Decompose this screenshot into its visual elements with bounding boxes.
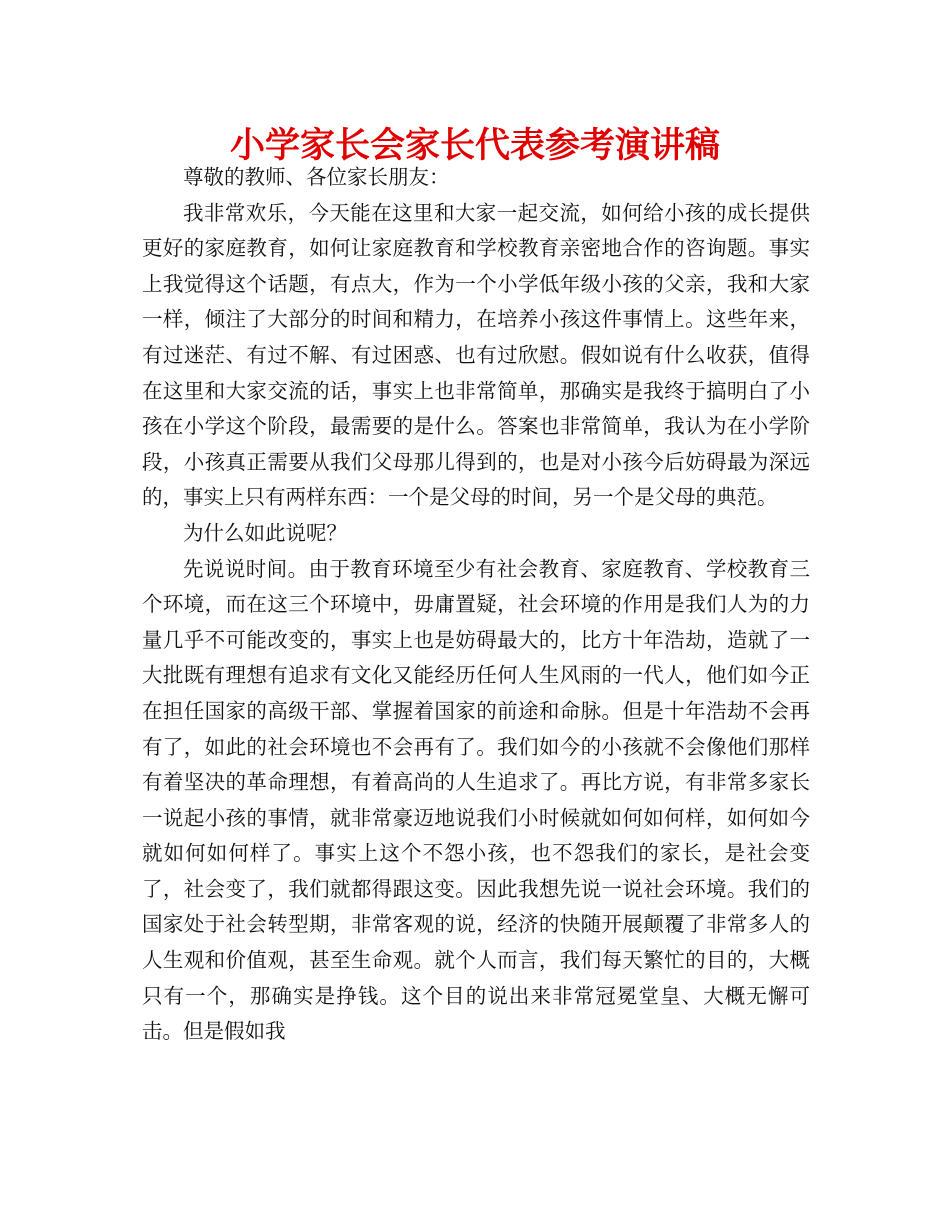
- paragraph-greeting: 尊敬的教师、各位家长朋友：: [183, 165, 450, 189]
- paragraph-question: 为什么如此说呢？: [183, 520, 347, 545]
- document-body: [142, 160, 810, 1050]
- document-title: 小学家长会家长代表参考演讲稿: [229, 126, 720, 166]
- paragraph-time: 先说说时间。由于教育环境至少有社会教育、家庭教育、学校教育三个环境，而在这三个环境中，毋庸置疑，社会环境的作用是我们人为的力量几乎不可能改变的，事实上也是妨碍最大的，比方十年浩劫，造就了一大批既有理想有追求有文化又能经历任何人生风雨的一代人，他们如今正在担任国家的高级干部、掌握着国家的前途和命脉。但是十年浩劫不会再有了，如此的社会环境也不会再有了。我们如今的小孩就不会像他们那样有着坚决的革命理想，有着高尚的人生追求了。再比方说，有非常多家长一说起小孩的事情，就非常豪迈地说我们小时候就如何如何样，如何如今就如何如何样了。事实上这个不怨小孩，也不怨我们的家长，是社会变了，社会变了，我们就都得跟这变。因此我想先说一说社会环境。我们的国家处于社会转型期，非常客观的说，经济的快随开展颠覆了非常多人的人生观和价值观，甚至生命观。就个人而言，我们每天繁忙的目的，大概只有一个，那确实是挣钱。这个目的说出来非常冠冕堂皇、大概无懈可击。但是假如我: [142, 556, 810, 1044]
- paragraph-intro: 我非常欢乐，今天能在这里和大家一起交流，如何给小孩的成长提供更好的家庭教育，如何让家庭教育和学校教育亲密地合作的咨询题。事实上我觉得这个话题，有点大，作为一个小学低年级小孩的父亲，我和大家一样，倾注了大部分的时间和精力，在培养小孩这件事情上。这些年来，有过迷茫、有过不解、有过困惑、也有过欣慰。假如说有什么收获，值得在这里和大家交流的话，事实上也非常简单，那确实是我终于搞明白了小孩在小学这个阶段，最需要的是什么。答案也非常简单，我认为在小学阶段，小孩真正需要从我们父母那儿得到的，也是对小孩今后妨碍最为深远的，事实上只有两样东西：一个是父母的时间，另一个是父母的典范。: [142, 200, 810, 510]
